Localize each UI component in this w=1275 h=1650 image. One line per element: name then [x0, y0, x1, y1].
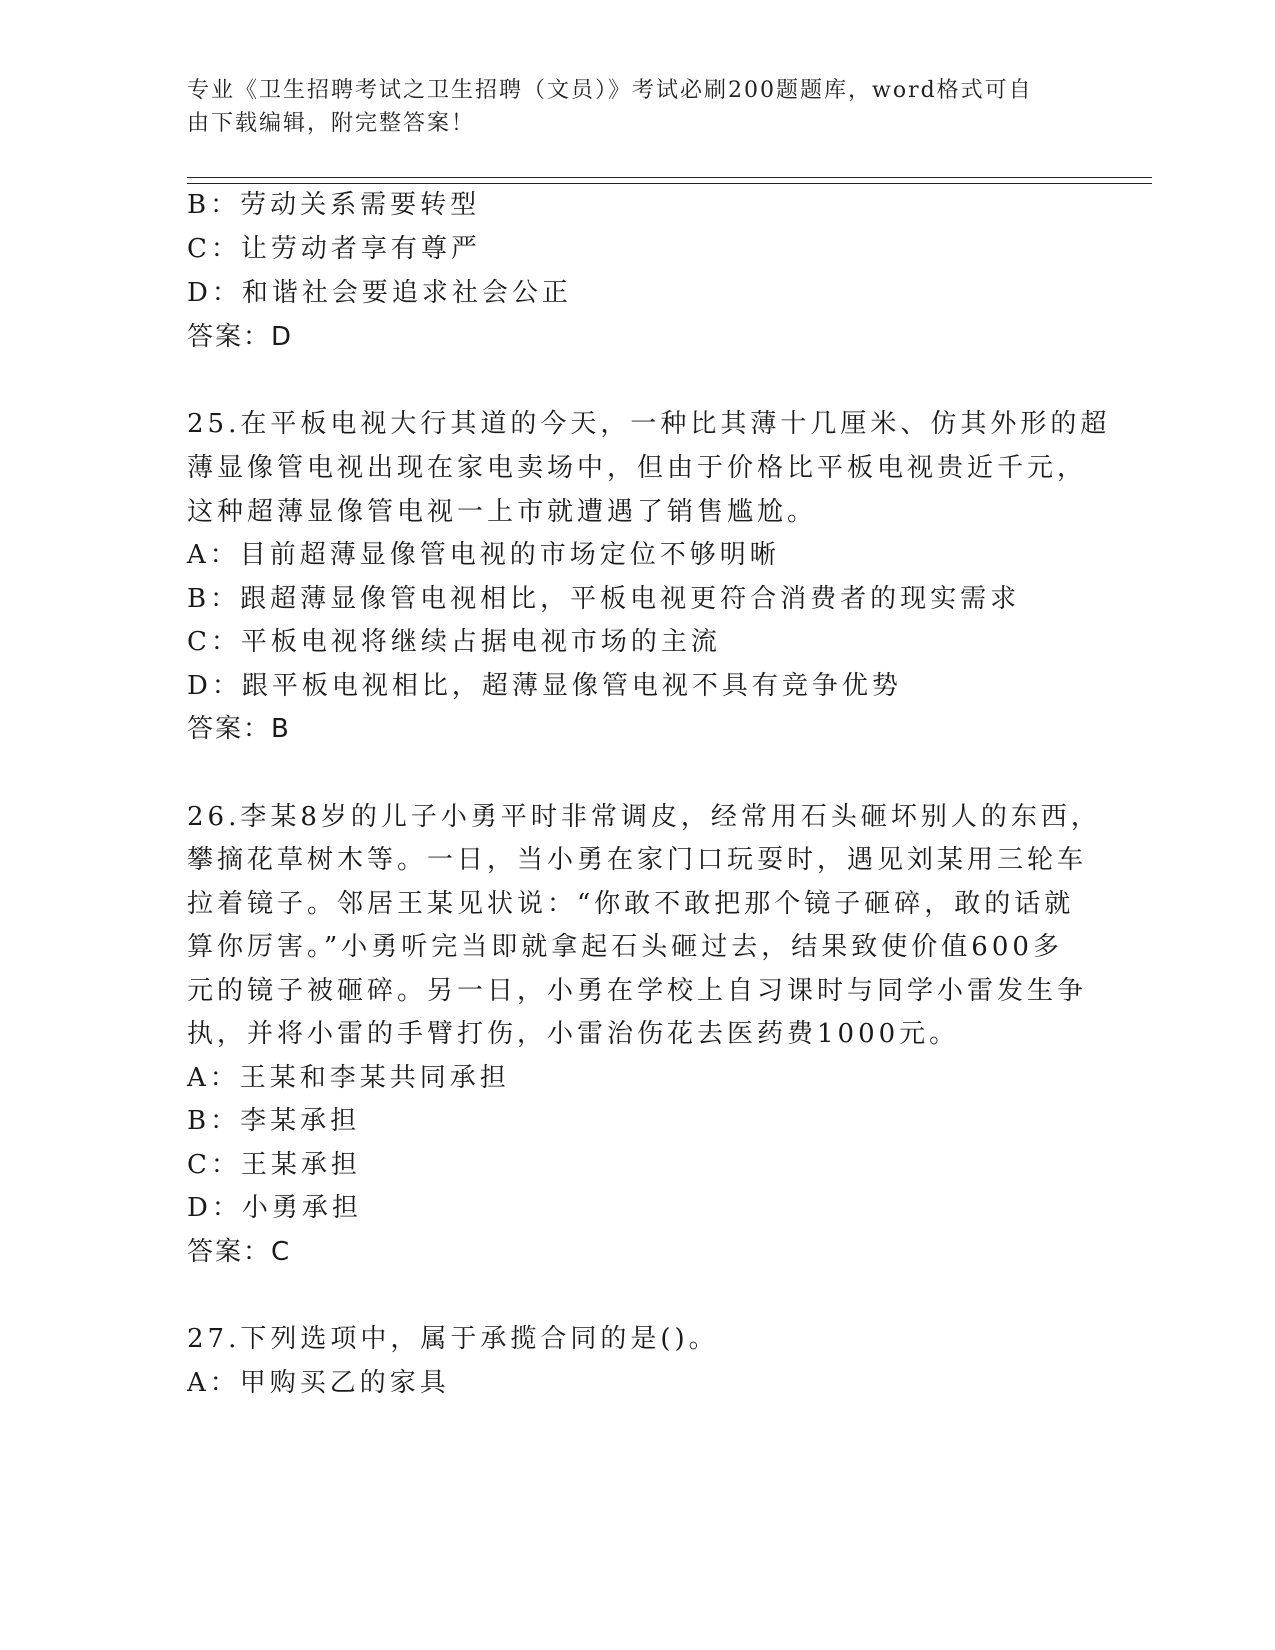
q27-stem-line-1: 27.下列选项中，属于承揽合同的是()。	[187, 1324, 719, 1354]
q25-stem-line-3: 这种超薄显像管电视一上市就遭遇了销售尴尬。	[187, 497, 818, 527]
q26-stem-line-5: 元的镜子被砸碎。另一日，小勇在学校上自习课时与同学小雷发生争	[187, 976, 1088, 1006]
q26-stem-line-6: 执，并将小雷的手臂打伤，小雷治伤花去医药费1000元。	[187, 1019, 960, 1049]
q24-option-d: D：和谐社会要追求社会公正	[187, 278, 572, 308]
q25-option-b: B：跟超薄显像管电视相比，平板电视更符合消费者的现实需求	[187, 584, 1021, 614]
q25-option-d: D：跟平板电视相比，超薄显像管电视不具有竞争优势	[187, 671, 902, 701]
q25-option-a: A：目前超薄显像管电视的市场定位不够明晰	[187, 540, 780, 570]
q26-option-a: A：王某和李某共同承担	[187, 1063, 510, 1093]
document-header	[187, 74, 1067, 140]
q26-option-c: C：王某承担	[187, 1150, 361, 1180]
header-line-1: 专业《卫生招聘考试之卫生招聘（文员）》考试必刷200题题库，word格式可自	[187, 78, 1033, 103]
q26-option-b: B：李某承担	[187, 1106, 361, 1136]
q24-option-c: C：让劳动者享有尊严	[187, 234, 481, 264]
header-line-2: 由下载编辑，附完整答案！	[187, 111, 476, 136]
q25-option-c: C：平板电视将继续占据电视市场的主流	[187, 627, 721, 657]
q26-answer: 答案：C	[187, 1237, 292, 1267]
q26-stem-line-3: 拉着镜子。邻居王某见状说：“你敢不敢把那个镜子砸碎，敢的话就	[187, 889, 1075, 919]
q25-answer: 答案：B	[187, 714, 291, 744]
header-divider-top	[187, 177, 1152, 178]
q25-stem-line-2: 薄显像管电视出现在家电卖场中，但由于价格比平板电视贵近千元，	[187, 453, 1088, 483]
q26-stem-line-2: 攀摘花草树木等。一日，当小勇在家门口玩耍时，遇见刘某用三轮车	[187, 845, 1088, 875]
q26-stem-line-1: 26.李某8岁的儿子小勇平时非常调皮，经常用石头砸坏别人的东西，	[187, 802, 1101, 832]
q26-stem-line-4: 算你厉害。”小勇听完当即就拿起石头砸过去，结果致使价值600多	[187, 932, 1063, 962]
q27-option-a: A：甲购买乙的家具	[187, 1368, 450, 1398]
q25-stem-line-1: 25.在平板电视大行其道的今天，一种比其薄十几厘米、仿其外形的超	[187, 409, 1111, 439]
q24-option-b: B：劳动关系需要转型	[187, 190, 481, 220]
q24-answer: 答案：D	[187, 322, 294, 352]
q26-option-d: D：小勇承担	[187, 1193, 362, 1223]
